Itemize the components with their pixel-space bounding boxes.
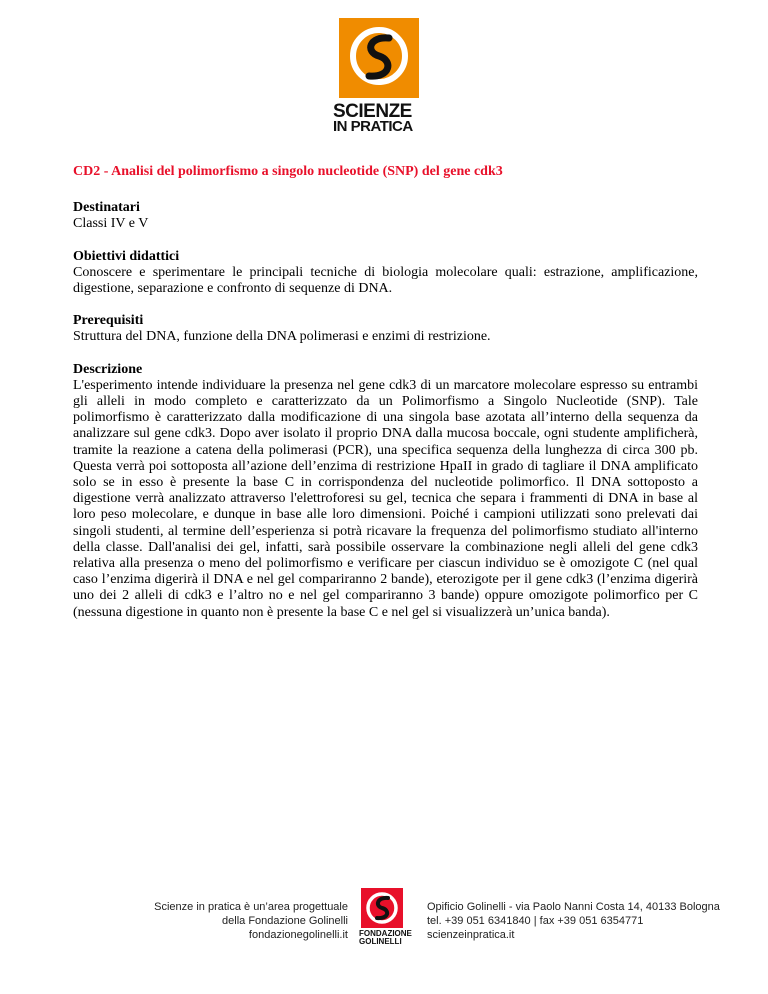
section-obiettivi — [73, 249, 698, 298]
footer-logo-text-line2: GOLINELLI — [359, 937, 402, 946]
scienze-in-pratica-logo — [327, 18, 431, 134]
section-descrizione — [73, 362, 698, 621]
footer-logo-text-line1: FONDAZIONE — [359, 929, 412, 938]
section-text: Struttura del DNA, funzione della DNA polimerasi e enzimi di restrizione. — [73, 329, 491, 345]
footer — [0, 888, 768, 948]
footer-phone: tel. +39 051 6341840 | fax +39 051 6354771 — [427, 915, 644, 927]
section-prerequisiti — [73, 313, 698, 345]
document-body — [73, 164, 698, 637]
section-text: L'esperimento intende individuare la presenza nel gene cdk3 di un marcatore molecolare espresso su entrambi gli alleli in modo completo e caratterizzato da un Polimorfismo a Singolo Nucleotide (SNP). Tale polimorfismo è caratterizzato dalla modificazione di una singola base azotata all’interno della sequenza da analizzare sul gene cdk3. Dopo aver isolato il proprio DNA dalla mucosa boccale, ogni studente amplificherà, tramite la reazione a catena della polimerasi (PCR), una specifica sequenza della lunghezza di circa 300 pb. Questa verrà poi sottoposta all’azione dell’enzima di restrizione HpaII in grado di tagliare il DNA amplificato solo se in esso è presente la base C in corrispondenza del nucleotide polimorfico. Il DNA sottoposto a digestione verrà analizzato attraverso l'elettroforesi su gel, tecnica che separa i frammenti di DNA in base al loro peso molecolare, e dunque in base alle loro dimensioni. Poiché i campioni utilizzati sono prelevati dai singoli studenti, al termine dell’esperienza si potrà ricavare la frequenza del polimorfismo studiato all'interno della classe. Dall'analisi dei gel, infatti, sarà possibile osservare la combinazione negli alleli del gene cdk3 relativa alla presenza o meno del polimorfismo e verificare per ciascun individuo se è omozigote C (nel qual caso l’enzima digerirà il DNA e nel gel compariranno 2 bande), eterozigote per il gene cdk3 (l’enzima digerirà uno dei 2 alleli di cdk3 e l’altro no e nel gel compariranno 3 bande) oppure omozigote polimorfico per C (nessuna digestione in quanto non è presente la base C e nel gel si visualizzerà un’unica banda). — [73, 377, 698, 620]
fondazione-golinelli-logo — [359, 888, 415, 944]
document-title: CD2 - Analisi del polimorfismo a singolo nucleotide (SNP) del gene cdk3 — [73, 164, 503, 179]
section-heading: Descrizione — [73, 361, 143, 377]
footer-address: Opificio Golinelli - via Paolo Nanni Costa 14, 40133 Bologna — [427, 901, 720, 913]
section-heading: Obiettivi didattici — [73, 248, 180, 264]
logo-text-line1: SCIENZE — [333, 101, 412, 122]
section-destinatari — [73, 200, 698, 232]
logo-text-line2: IN PRATICA — [333, 118, 413, 135]
footer-website-link[interactable]: fondazionegolinelli.it — [248, 929, 348, 941]
section-text: Classi IV e V — [73, 216, 149, 232]
footer-right — [427, 900, 720, 942]
footer-left-line1: Scienze in pratica è un’area progettuale — [154, 901, 348, 913]
section-text: Conoscere e sperimentare le principali tecniche di biologia molecolare quali: estrazione, amplificazione, digestione, separazione e confronto di sequenze di DNA. — [73, 264, 698, 297]
footer-left — [154, 900, 348, 942]
logo-emblem-icon — [339, 18, 419, 98]
footer-left-line2: della Fondazione Golinelli — [222, 915, 348, 927]
section-heading: Destinatari — [73, 200, 140, 216]
section-heading: Prerequisiti — [73, 313, 144, 329]
footer-site-link[interactable]: scienzeinpratica.it — [427, 929, 515, 941]
golinelli-emblem-icon — [361, 888, 403, 928]
